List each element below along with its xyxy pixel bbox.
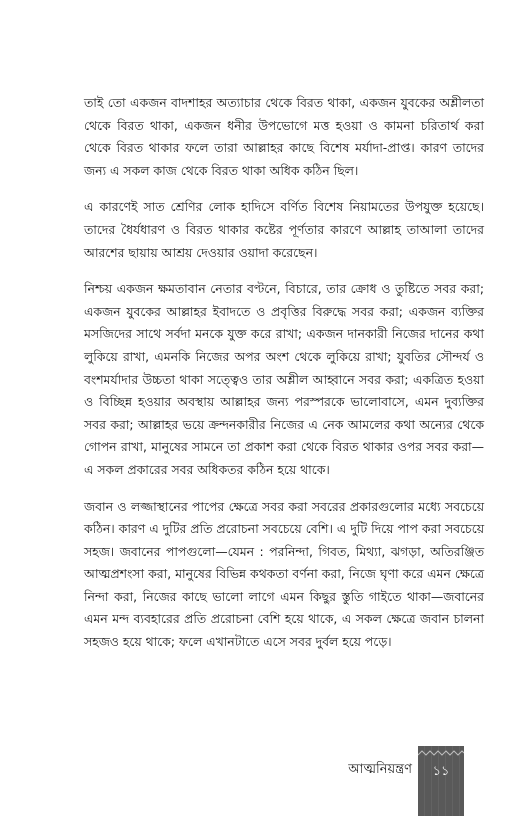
page-body xyxy=(84,92,484,668)
page-number-tab xyxy=(418,746,464,816)
running-title: আত্মনিয়ন্ত্রণ xyxy=(348,762,412,777)
page-number: ১১ xyxy=(432,764,450,779)
paragraph-4: জবান ও লজ্জাস্থানের পাপের ক্ষেত্রে সবর করা সবরের প্রকারগুলোর মধ্যে সবচেয়ে কঠিন। কারণ এ দুটির প্রতি প্ররোচনা সবচেয়ে বেশি। এ দুটি দিয়ে পাপ করা সবচেয়ে সহজ। জবানের পাপগুলো—যেমন : পরনিন্দা, গিবত, মিথ্যা, ঝগড়া, অতিরঞ্জিত আত্মপ্রশংসা করা, মানুষের বিভিন্ন কথকতা বর্ণনা করা, নিজে ঘৃণা করে এমন ক্ষেত্রে নিন্দা করা, নিজের কাছে ভালো লাগে এমন কিছুর স্তুতি গাইতে থাকা—জবানের এমন মন্দ ব্যবহারের প্রতি প্ররোচনা বেশি হয়ে থাকে, এ সকল ক্ষেত্রে জবান চালনা সহজও হয়ে থাকে; ফলে এখানটাতে এসে সবর দুর্বল হয়ে পড়ে। xyxy=(84,498,484,650)
tab-decoration-icon xyxy=(418,749,464,757)
paragraph-1: তাই তো একজন বাদশাহর অত্যাচার থেকে বিরত থাকা, একজন যুবকের অশ্লীলতা থেকে বিরত থাকা, একজন ধনীর উপভোগে মত্ত হওয়া ও কামনা চরিতার্থ করা থেকে বিরত থাকার ফলে তারা আল্লাহর কাছে বিশেষ মর্যাদা-প্রাপ্ত। কারণ তাদের জন্য এ সকল কাজ থেকে বিরত থাকা অধিক কঠিন ছিল। xyxy=(84,95,484,178)
page-footer xyxy=(0,746,528,816)
paragraph-2: এ কারণেই সাত শ্রেণির লোক হাদিসে বর্ণিত বিশেষ নিয়ামতের উপযুক্ত হয়েছে। তাদের ধৈর্যধারণ ও বিরত থাকার কষ্টের পূর্ণতার কারণে আল্লাহ তাআলা তাদের আরশের ছায়ায় আশ্রয় দেওয়ার ওয়াদা করেছেন। xyxy=(84,199,484,260)
paragraph-3: নিশ্চয় একজন ক্ষমতাবান নেতার বণ্টনে, বিচারে, তার ক্রোধ ও তুষ্টিতে সবর করা; একজন যুবকের আল্লাহর ইবাদতে ও প্রবৃত্তির বিরুদ্ধে সবর করা; একজন ব্যক্তির মসজিদের সাথে সর্বদা মনকে যুক্ত করে রাখা; একজন দানকারী নিজের দানের কথা লুকিয়ে রাখা, এমনকি নিজের অপর অংশ থেকে লুকিয়ে রাখা; যুবতির সৌন্দর্য ও বংশমর্যাদার উচ্চতা থাকা সত্ত্বেও তার অশ্লীল আহ্বানে সবর করা; একত্রিত হওয়া ও বিচ্ছিন্ন হওয়ার অবস্থায় আল্লাহর জন্য পরস্পরকে ভালোবাসে, এমন দুব্যক্তির সবর করা; আল্লাহর ভয়ে ক্রন্দনকারীর নিজের এ নেক আমলের কথা অন্যের থেকে গোপন রাখা, মানুষের সামনে তা প্রকাশ করা থেকে বিরত থাকার ওপর সবর করা—এ সকল প্রকারের সবর অধিকতর কঠিন হয়ে থাকে। xyxy=(84,281,484,477)
